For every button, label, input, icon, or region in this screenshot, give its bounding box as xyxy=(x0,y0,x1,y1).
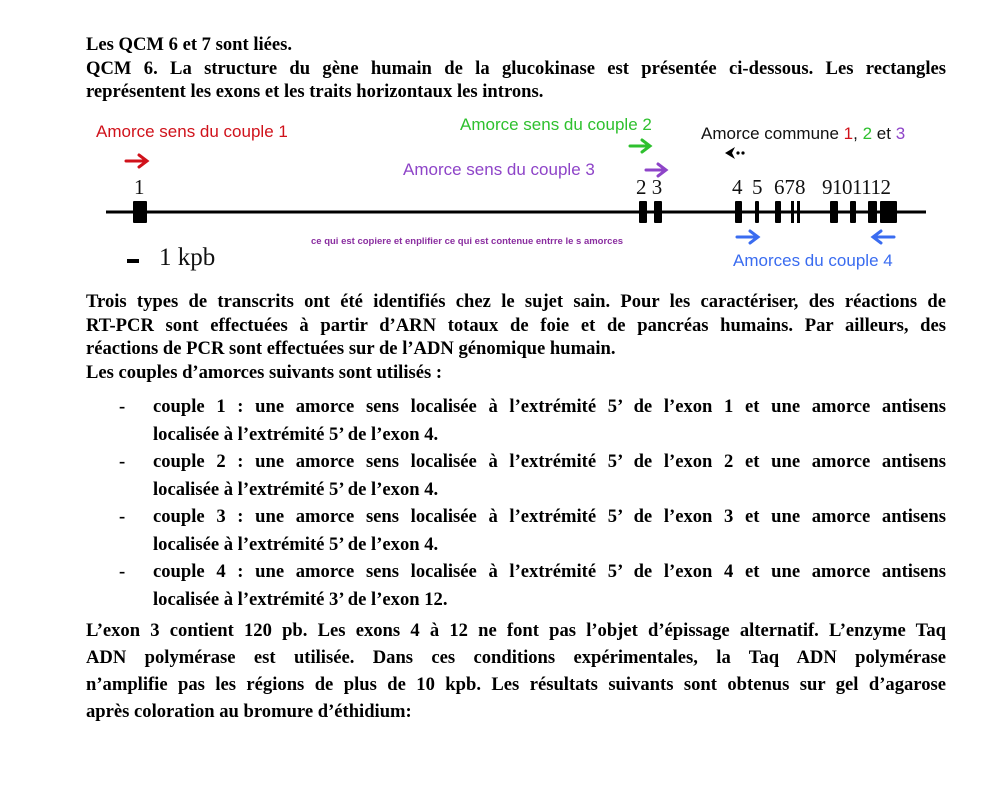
gene-structure-diagram xyxy=(0,110,1000,290)
couple-3-line-2: localisée à l’extrémité 5’ de l’exon 4. xyxy=(153,533,439,555)
exon-5 xyxy=(755,201,759,223)
exon-4 xyxy=(735,201,742,223)
p2-line-4: après coloration au bromure d’éthidium: xyxy=(86,701,412,722)
common-primer-arrow-icon xyxy=(725,147,745,159)
exon-label-5: 5 xyxy=(752,175,763,199)
couple-1-line-1: couple 1 : une amorce sens localisée à l’extrémité 5’ de l’exon 1 et une amorce antisens xyxy=(153,396,946,417)
exon-12 xyxy=(880,201,897,223)
scale-bar xyxy=(127,259,139,263)
primer-couple3-label: Amorce sens du couple 3 xyxy=(403,160,595,179)
exon-10 xyxy=(850,201,856,223)
header xyxy=(86,33,946,104)
p2-line-3: n’amplifie pas les régions de plus de 10 kpb. Les résultats suivants sont obtenus sur gel d’agarose xyxy=(86,674,946,695)
exon-label-678: 678 xyxy=(774,175,806,199)
paragraph-conditions xyxy=(86,617,946,725)
bullet-dash: - xyxy=(119,561,126,582)
p1-line-1: Trois types de transcrits ont été identifiés chez le sujet sain. Pour les caractériser, des réactions de xyxy=(86,291,946,312)
couple-4-line-2: localisée à l’extrémité 3’ de l’exon 12. xyxy=(153,588,448,610)
exon-2 xyxy=(639,201,647,223)
bullet-dash: - xyxy=(119,506,126,527)
p1-line-3: réactions de PCR sont effectuées sur de l’ADN génomique humain. xyxy=(86,338,616,359)
couple-1-line-2: localisée à l’extrémité 5’ de l’exon 4. xyxy=(153,423,439,445)
couple4-reverse-arrow-icon xyxy=(873,231,894,243)
bullet-dash: - xyxy=(119,396,126,417)
exon-label-1: 1 xyxy=(134,175,145,199)
exon-3 xyxy=(654,201,662,223)
common-primer-n1: 1 xyxy=(843,124,854,143)
primer-couple2-arrow-icon xyxy=(630,140,650,152)
exon-6 xyxy=(775,201,781,223)
couple4-label: Amorces du couple 4 xyxy=(733,251,893,270)
exon-9 xyxy=(830,201,838,223)
common-primer-n3: 3 xyxy=(895,124,906,143)
primer-couple3-arrow-icon xyxy=(646,164,666,176)
primer-couple2-label: Amorce sens du couple 2 xyxy=(460,115,652,134)
primer-couple1-arrow-icon xyxy=(126,155,147,167)
common-primer-et: et xyxy=(872,124,896,143)
exon-11 xyxy=(868,201,877,223)
p2-line-1: L’exon 3 contient 120 pb. Les exons 4 à 12 ne font pas l’objet d’épissage alternatif. L’enzyme Taq xyxy=(86,620,946,641)
couple-2-line-1: couple 2 : une amorce sens localisée à l’extrémité 5’ de l’exon 2 et une amorce antisens xyxy=(153,451,946,472)
header-line-3: représentent les exons et les traits horizontaux les introns. xyxy=(86,81,544,102)
common-primer-n2: 2 xyxy=(862,124,873,143)
p1-line-2: RT-PCR sont effectuées à partir d’ARN totaux de foie et de pancréas humains. Par ailleurs, des xyxy=(86,314,946,336)
couples-intro: Les couples d’amorces suivants sont utilisés : xyxy=(86,361,443,383)
couple-3-line-1: couple 3 : une amorce sens localisée à l’extrémité 5’ de l’exon 3 et une amorce antisens xyxy=(153,506,946,527)
exon-label-2-3: 2 3 xyxy=(636,175,663,199)
primer-couple1-label: Amorce sens du couple 1 xyxy=(96,122,288,141)
exon-8 xyxy=(797,201,800,223)
scale-label: 1 kpb xyxy=(159,244,216,271)
couple-2-line-2: localisée à l’extrémité 5’ de l’exon 4. xyxy=(153,478,439,500)
common-primer-sep: , xyxy=(853,124,863,143)
exon-label-4: 4 xyxy=(732,175,743,199)
bullet-dash: - xyxy=(119,451,126,472)
header-line-1: Les QCM 6 et 7 sont liées. xyxy=(86,34,293,55)
couple4-forward-arrow-icon xyxy=(737,231,758,243)
exon-label-9-12: 9101112 xyxy=(822,175,891,199)
gene-svg xyxy=(0,110,1000,290)
p2-line-2: ADN polymérase est utilisée. Dans ces conditions expérimentales, la Taq ADN polymérase xyxy=(86,647,946,668)
common-primer-prefix: Amorce commune xyxy=(701,124,844,143)
annotation-note: ce qui est copiere et enplifier ce qui est contenue entrre le s amorces xyxy=(311,236,624,247)
paragraph-transcripts xyxy=(86,290,946,384)
couple-4-line-1: couple 4 : une amorce sens localisée à l’extrémité 5’ de l’exon 4 et une amorce antisens xyxy=(153,561,946,582)
question-title: QCM 6. La structure du gène humain de la glucokinase est présentée ci-dessous. Les rectangles xyxy=(86,57,946,79)
exon-1 xyxy=(133,201,147,223)
exon-7 xyxy=(791,201,794,223)
